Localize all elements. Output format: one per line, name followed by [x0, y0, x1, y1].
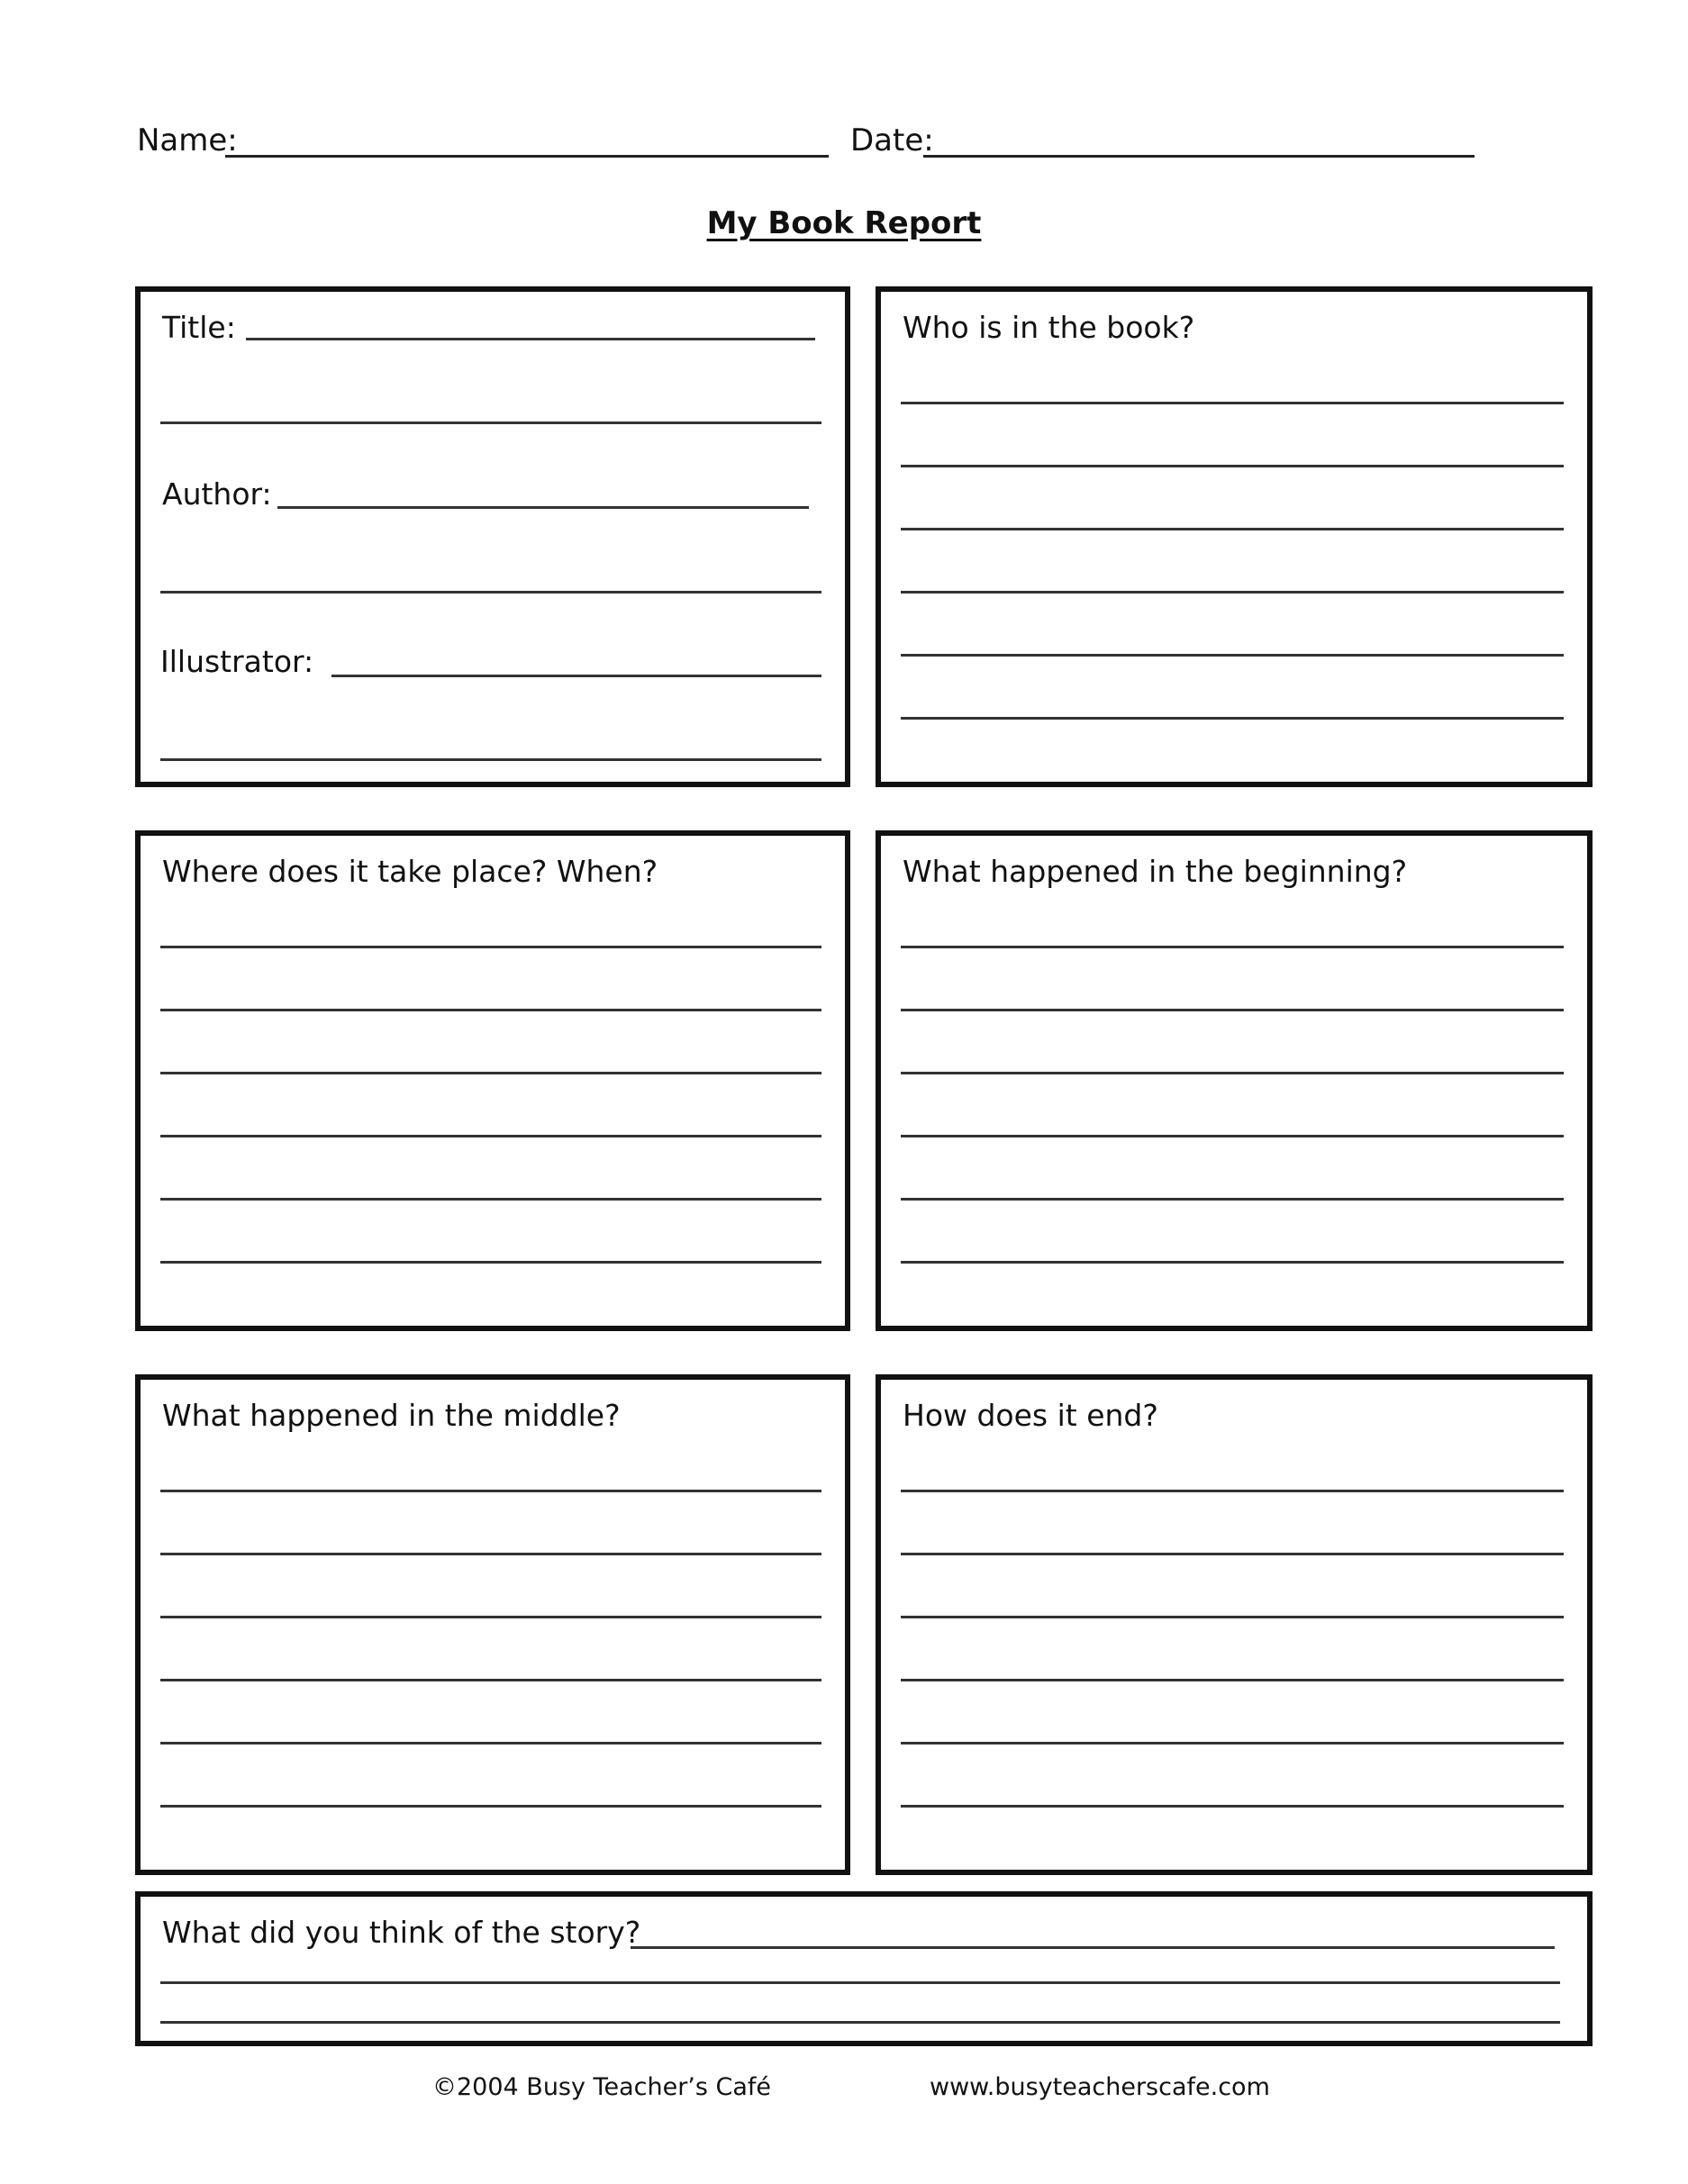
- middle-line[interactable]: [160, 1490, 821, 1492]
- setting-line[interactable]: [160, 1135, 821, 1137]
- ending-line[interactable]: [901, 1742, 1564, 1744]
- beginning-line[interactable]: [901, 1135, 1564, 1137]
- author-label: Author:: [162, 476, 272, 512]
- book-info-box: [135, 286, 850, 787]
- beginning-line[interactable]: [901, 1198, 1564, 1201]
- beginning-line[interactable]: [901, 1009, 1564, 1011]
- characters-prompt: Who is in the book?: [903, 310, 1195, 345]
- ending-line[interactable]: [901, 1553, 1564, 1555]
- beginning-line[interactable]: [901, 946, 1564, 948]
- characters-box: [876, 286, 1593, 787]
- beginning-prompt: What happened in the beginning?: [903, 854, 1408, 889]
- ending-box: [876, 1374, 1593, 1875]
- page-title: My Book Report: [706, 205, 982, 241]
- title-label: Title:: [162, 310, 236, 345]
- setting-prompt: Where does it take place? When?: [162, 854, 658, 889]
- ending-line[interactable]: [901, 1616, 1564, 1618]
- setting-line[interactable]: [160, 1072, 821, 1074]
- middle-line[interactable]: [160, 1553, 821, 1555]
- middle-line[interactable]: [160, 1742, 821, 1744]
- footer-website[interactable]: www.busyteacherscafe.com: [930, 2073, 1270, 2101]
- date-field-line[interactable]: [923, 155, 1475, 158]
- middle-prompt: What happened in the middle?: [162, 1398, 621, 1433]
- characters-line[interactable]: [901, 591, 1564, 594]
- title-field-line-2[interactable]: [160, 421, 821, 424]
- author-field-line[interactable]: [277, 506, 809, 509]
- setting-box: [135, 830, 850, 1331]
- opinion-prompt: What did you think of the story?: [162, 1915, 641, 1950]
- setting-line[interactable]: [160, 1009, 821, 1011]
- setting-line[interactable]: [160, 1261, 821, 1264]
- ending-line[interactable]: [901, 1679, 1564, 1681]
- setting-line[interactable]: [160, 946, 821, 948]
- beginning-line[interactable]: [901, 1261, 1564, 1264]
- characters-line[interactable]: [901, 465, 1564, 467]
- beginning-box: [876, 830, 1593, 1331]
- date-label: Date:: [850, 122, 934, 159]
- characters-line[interactable]: [901, 402, 1564, 404]
- ending-line[interactable]: [901, 1490, 1564, 1492]
- illustrator-field-line-2[interactable]: [160, 758, 821, 761]
- author-field-line-2[interactable]: [160, 591, 821, 594]
- middle-line[interactable]: [160, 1679, 821, 1681]
- opinion-line[interactable]: [631, 1946, 1555, 1949]
- name-field-line[interactable]: [225, 155, 829, 158]
- characters-line[interactable]: [901, 654, 1564, 657]
- illustrator-label: Illustrator:: [160, 644, 314, 679]
- middle-line[interactable]: [160, 1616, 821, 1618]
- beginning-line[interactable]: [901, 1072, 1564, 1074]
- opinion-line[interactable]: [160, 1981, 1560, 1984]
- characters-line[interactable]: [901, 717, 1564, 720]
- opinion-line[interactable]: [160, 2021, 1560, 2024]
- footer-copyright: ©2004 Busy Teacher’s Café: [432, 2073, 772, 2101]
- middle-line[interactable]: [160, 1805, 821, 1808]
- name-label: Name:: [137, 122, 238, 159]
- title-field-line[interactable]: [246, 338, 815, 340]
- illustrator-field-line[interactable]: [331, 675, 821, 677]
- middle-box: [135, 1374, 850, 1875]
- setting-line[interactable]: [160, 1198, 821, 1201]
- ending-line[interactable]: [901, 1805, 1564, 1808]
- ending-prompt: How does it end?: [903, 1398, 1158, 1433]
- characters-line[interactable]: [901, 528, 1564, 530]
